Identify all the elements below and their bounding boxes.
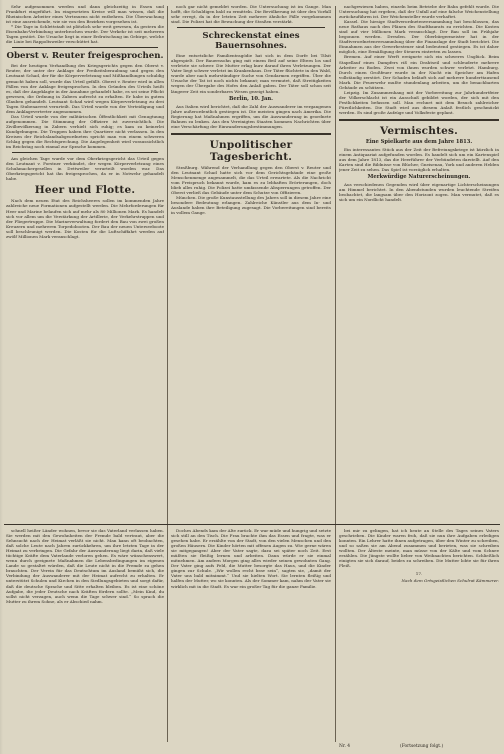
story-text: bei mir zu gelingen, hat ich heute an Stelle des Tages seines Vaters geschrieben. Die Kinder waren froh, daß sie nun ihre Aufgaben erledigen konnten. Ein Lehrer hatte ihnen aufgetragen, über den Winter zu schreiben, und so saßen sie am Abend zusammen und berieten, was sie schreiben wollten. Der Älteste meinte, man müsse von der Kälte und vom Schnee erzählen. Die Jüngste wollte lieber von Weihnachten berichten. Schließlich einigten sie sich darauf, beides zu schreiben. Die Mutter lobte sie für ihren Fleiß. <box>339 528 499 569</box>
divider <box>177 27 325 28</box>
article-text: Bremen. Auf einer Werft ereignete sich ein schweres Unglück. Beim Stapellauf eines Dampfers riß ein Drahtseil und schleuderte mehrere Arbeiter zu Boden. Zwei von ihnen wurden schwer verletzt. Hamburg. Durch einen Großfeuer wurde in der Nacht ein Speicher am Hafen vollständig zerstört. Der Schaden beläuft sich auf mehrere hunderttausend Mark. Die Feuerwehr mußte stundenlang arbeiten, um die benachbarten Gebäude zu schützen. <box>339 54 499 90</box>
article-text: Eine entsetzliche Familientragödie hat sich in dem Dorfe bei Tilsit abgespielt. Der Bauernsohn ging mit einem Beil auf seine Eltern los und verletzte sie schwer. Die Mutter erlag kurz darauf ihren Verletzungen. Der Vater liegt schwer verletzt im Krankenhaus. Der Täter flüchtete in den Wald, wurde aber nach mehrstündiger Suche von Gendarmen ergriffen. Über die Ursache der Tat ist noch nichts bekannt; man vermutet, daß Streitigkeiten wegen der Übergabe des Hofes den Anlaß gaben. Der Täter soll schon seit längerer Zeit ein sonderbares Wesen gezeigt haben. <box>171 53 331 94</box>
column-2 <box>171 4 331 524</box>
article-text: Aus verschiedenen Gegenden wird über eigenartige Lichterscheinungen am Himmel berichtet. In den Abendstunden wurden leuchtende Streifen beobachtet, die langsam über den Horizont zogen. Man vermutet, daß es sich um ein Nordlicht handelt. <box>339 182 499 203</box>
double-divider <box>171 133 331 135</box>
article-text: Straßburg. Während der Verhandlung gegen den Oberst v. Reuter und den Leutnant Schad hatte sich vor dem Gerichtsgebäude eine große Menschenmenge angesammelt, die das Urteil erwartete. Als die Nachricht vom Freispruch bekannt wurde, kam es zu lebhaften Erörterungen, doch blieb alles ruhig. Die Polizei hatte umfassende Absperrungen getroffen. Der Oberst verließ das Gebäude unter dem Schutze von Offizieren. <box>171 164 331 196</box>
divider <box>12 152 158 153</box>
headline-tagesbericht: Unpolitischer Tagesbericht. <box>209 138 293 163</box>
dateline: Berlin, 10. Jan. <box>229 95 273 102</box>
column-1 <box>6 4 164 524</box>
divider <box>12 47 158 48</box>
column-divider <box>335 6 336 742</box>
feuilleton-column-2 <box>171 528 331 740</box>
article-text: Nach dem neuen Etat des Reichsheeres sollen im kommenden Jahre zahlreiche neue Formationen aufgestellt werden. Die Mehrforderungen für Heer und Marine belaufen sich auf mehr als 80 Millionen Mark. Es handelt sich vor allem um die Verstärkung der Artillerie, der Verkehrstruppen und der Fliegertruppe. Die Marineverwaltung fordert den Bau von zwei großen Kreuzern und mehreren Torpedobooten. Der Bau der neuen Unterseeboote soll beschleunigt werden. Die Kosten für die Luftschiffahrt werden auf zwölf Millionen Mark veranschlagt. <box>6 198 164 239</box>
feuilleton-column-1 <box>6 528 164 740</box>
page-edge-shadow <box>0 0 3 754</box>
article-text: München. Die große Kunstausstellung des Jahres soll in diesem Jahre eine besondere Bedeutung erlangen. Zahlreiche Künstler aus dem In- und Auslande haben ihre Beteiligung zugesagt. Die Vorbereitungen sind bereits in vollem Gange. <box>171 195 331 216</box>
headline-schreckenstat: Schreckenstat eines Bauernsohnes. <box>202 31 300 52</box>
headline-heer-flotte: Heer und Flotte. <box>34 184 136 197</box>
section-number: 17. <box>415 571 423 577</box>
story-text: Doches Abends kam der Alte zurück. Er war müde und hungrig und setzte sich still an den Tisch. Die Frau brachte ihm das Essen und fragte, was er gesehen habe. Er erzählte von der Stadt, von den vielen Menschen und den großen Häusern. Die Kinder hörten mit offenen Augen zu. Wie gerne wären sie mitgegangen! Aber der Vater sagte, dazu sei später noch Zeit. Erst müßten sie fleißig lernen und arbeiten. Dann würde er sie einmal mitnehmen. Am andern Morgen ging alles wieder seinen gewohnten Gang. Der Vater ging aufs Feld, die Mutter besorgte das Haus, und die Kinder gingen zur Schule. „Wir wollen recht brav sein“, sagten sie, „damit der Vater uns bald mitnimmt.“ Und sie hielten Wort. Sie lernten fleißig und halfen der Mutter, wo sie konnten. Als der Sommer kam, nahm der Vater sie wirklich mit in die Stadt. Es war ein großer Tag für die ganze Familie. <box>171 528 331 589</box>
subheadline-spielkarte: Eine Spielkarte aus dem Jahre 1813. <box>365 139 473 146</box>
article-text: Sehr aufgenommen werden und dann gleichzeitig in Essen und Frankfurt eingeführt. Im eingesetzten Kreise will man wissen, daß die Rheinischen Arbeiter eines Vertrauens nicht entbehren. Die Überwachung ist eine ausreichende, wie sie von den Bezirken vorgesehen ist. <box>6 4 164 25</box>
feuilleton-rule <box>4 524 500 525</box>
article-text: Leipzig. Im Zusammenhang mit der Vorbereitung zur Jahrhundertfeier der Völkerschlacht ist ein Ausschuß gebildet worden, der sich mit den Festlichkeiten befassen soll. Man rechnet mit dem Besuch zahlreicher Fürstlichkeiten. Die Stadt wird aus diesem Anlaß festlich geschmückt werden. Es sind große Aufzüge und Volksfeste geplant. <box>339 89 499 115</box>
article-text: nachgewiesen haben, einzeln beim Betriebe der Bahn gefehlt wurde. Die Untersuchung hat ergeben, daß der Unfall auf eine falsche Weichenstellung zurückzuführen ist. Der Weichensteller wurde verhaftet. <box>339 4 499 20</box>
headline-reuter: Oberst v. Reuter freigesprochen. <box>6 51 164 62</box>
page-number: Nr. 4 <box>339 744 351 749</box>
article-text: noch gar nicht gemeldet worden. Die Untersuchung ist im Gange. Man hofft, die Schuldigen bald zu ermitteln. Die Bevölkerung ist über den Vorfall sehr erregt, da in der letzten Zeit mehrere ähnliche Fälle vorgekommen sind. Die Polizei hat die Bewachung der Straßen verstärkt. <box>171 4 331 25</box>
feuilleton-column-3 <box>339 528 499 740</box>
double-divider <box>339 119 499 121</box>
article-text: Bei der heutigen Verhandlung des Kriegsgerichts gegen den Oberst v. Reuter, der unter der Anklage der Freiheitsberaubung und gegen den Leutnant Schad, der für die Körperverletzung und Mißhandlungen schuldig gemacht haben soll, wurde das Urteil gefällt. Oberst v. Reuter wird in allen Fällen von der Anklage freigesprochen. In den Gründen des Urteils heißt es, daß der Angeklagte in der Annahme gehandelt habe, es sei seine Pflicht gewesen, die Ordnung in Zabern aufrecht zu erhalten. Er habe in gutem Glauben gehandelt. Leutnant Schad wird wegen Körperverletzung zu drei Tagen Stubenarrest verurteilt. Das Urteil wurde von der Verteidigung und dem Anklagevertreter angenommen. <box>6 63 164 114</box>
story-text: schnell heißer Länder wohnen, bevor sie das Vaterland verlassen haben. Sie werden mit den Gewohnheiten der Fremde bald vertraut, aber die Sehnsucht nach der Heimat verläßt sie nicht. Man kann oft beobachten, daß solche Leute nach Jahren zurückkehren, um ihre letzten Tage in der Heimat zu verbringen. Die Gefahr der Auswanderung liegt darin, daß viele tüchtige Kräfte dem Vaterlande verloren gehen. Es wäre wünschenswert, wenn durch geeignete Maßnahmen die Lebensbedingungen im eigenen Lande so gestaltet würden, daß die Leute nicht in die Fremde zu gehen brauchten. Der Verein für das Deutschtum im Ausland bemüht sich, die Verbindung der Auswanderer mit der Heimat aufrecht zu erhalten. Er unterstützt Schulen und Kirchen in den Siedlungsgebieten und sorgt dafür, daß die deutsche Sprache und Sitte erhalten bleiben. Es ist eine schöne Aufgabe, die jeder Deutsche nach Kräften fördern sollte. „Mein Kind, du sollst nicht verzagen, auch wenn die Tage schwer sind.“ So sprach die Mutter zu ihrem Sohne, als er Abschied nahm. <box>6 528 164 604</box>
article-text: * Die Tage in Schlettstadt ist plötzlich sehr weit gewesen, da gestern die Eisenbahn-Verbindung unterbrochen wurde. Der Verkehr ist seit mehreren Tagen gestört. Die Ursache liegt in einer Erdrutschung im Gebirge, welche die Linie bei Rappoltsweiler verschüttet hat. <box>6 24 164 45</box>
signature: Nach dem Ortsgeistlichen Schulrat Kämmerer. <box>401 578 499 584</box>
subheadline-naturerscheinungen: Merkwürdige Naturerscheinungen. <box>367 174 471 181</box>
continuation-note: (Fortsetzung folgt.) <box>400 744 444 749</box>
headline-vermischtes: Vermischtes. <box>380 125 458 138</box>
article-text: Am gleichen Tage wurde vor dem Oberkriegsgericht das Urteil gegen den Leutnant v. Forstner verkündet, der wegen Körperverletzung eines Schuhmachergesellen in Dettweiler verurteilt worden war. Das Oberkriegsgericht hat ihn freigesprochen, da er in Notwehr gehandelt habe. <box>6 156 164 182</box>
article-text: Aus Italien wird berichtet, daß die Zahl der Auswanderer im vergangenen Jahre außerordentlich gestiegen ist. Die meisten gingen nach Amerika. Die Regierung hat Maßnahmen ergriffen, um die Auswanderung in geordnete Bahnen zu lenken. Aus den Vereinigten Staaten kommen Nachrichten über eine Verschärfung der Einwanderungsbestimmungen. <box>171 103 331 129</box>
column-divider <box>167 6 168 742</box>
article-text: Kassel. Die hiesige Stadtverordnetenversammlung hat beschlossen, das neue Rathaus nach den Plänen des Stadtbaurats zu errichten. Die Kosten sind auf vier Millionen Mark veranschlagt. Der Bau soll im Frühjahr begonnen werden. Dresden. Der Oberbürgermeister hat in der Stadtverordnetenversammlung über die Finanzlage der Stadt berichtet. Die Einnahmen aus der Gewerbesteuer sind bedeutend gestiegen. Es ist daher möglich, eine Ermäßigung der Steuern eintreten zu lassen. <box>339 19 499 55</box>
article-text: Ein interessantes Stück aus der Zeit der Befreiungskriege ist kürzlich in einem Antiquariat aufgefunden worden. Es handelt sich um ein Kartenspiel aus dem Jahre 1813, das die Heerführer der Verbündeten darstellt. Auf den Karten sind die Bildnisse von Blücher, Gneisenau, York und anderen Helden jener Zeit zu sehen. Das Spiel ist vorzüglich erhalten. <box>339 147 499 173</box>
article-text: Das Urteil wurde von der militärischen Öffentlichkeit mit Genugtuung aufgenommen. Die Stimmung der Offiziere ist zuversichtlich. Die Zivilbevölkerung in Zabern verhielt sich ruhig; es kam zu keinerlei Kundgebungen. Die Truppen haben ihre Quartiere nicht verlassen. In den Kreisen der Reichslandsabgeordneten spricht man von einem schweren Schlag gegen die Rechtsprechung. Die Angelegenheit wird voraussichtlich im Reichstag noch einmal zur Sprache kommen. <box>6 113 164 150</box>
column-3 <box>339 4 499 524</box>
